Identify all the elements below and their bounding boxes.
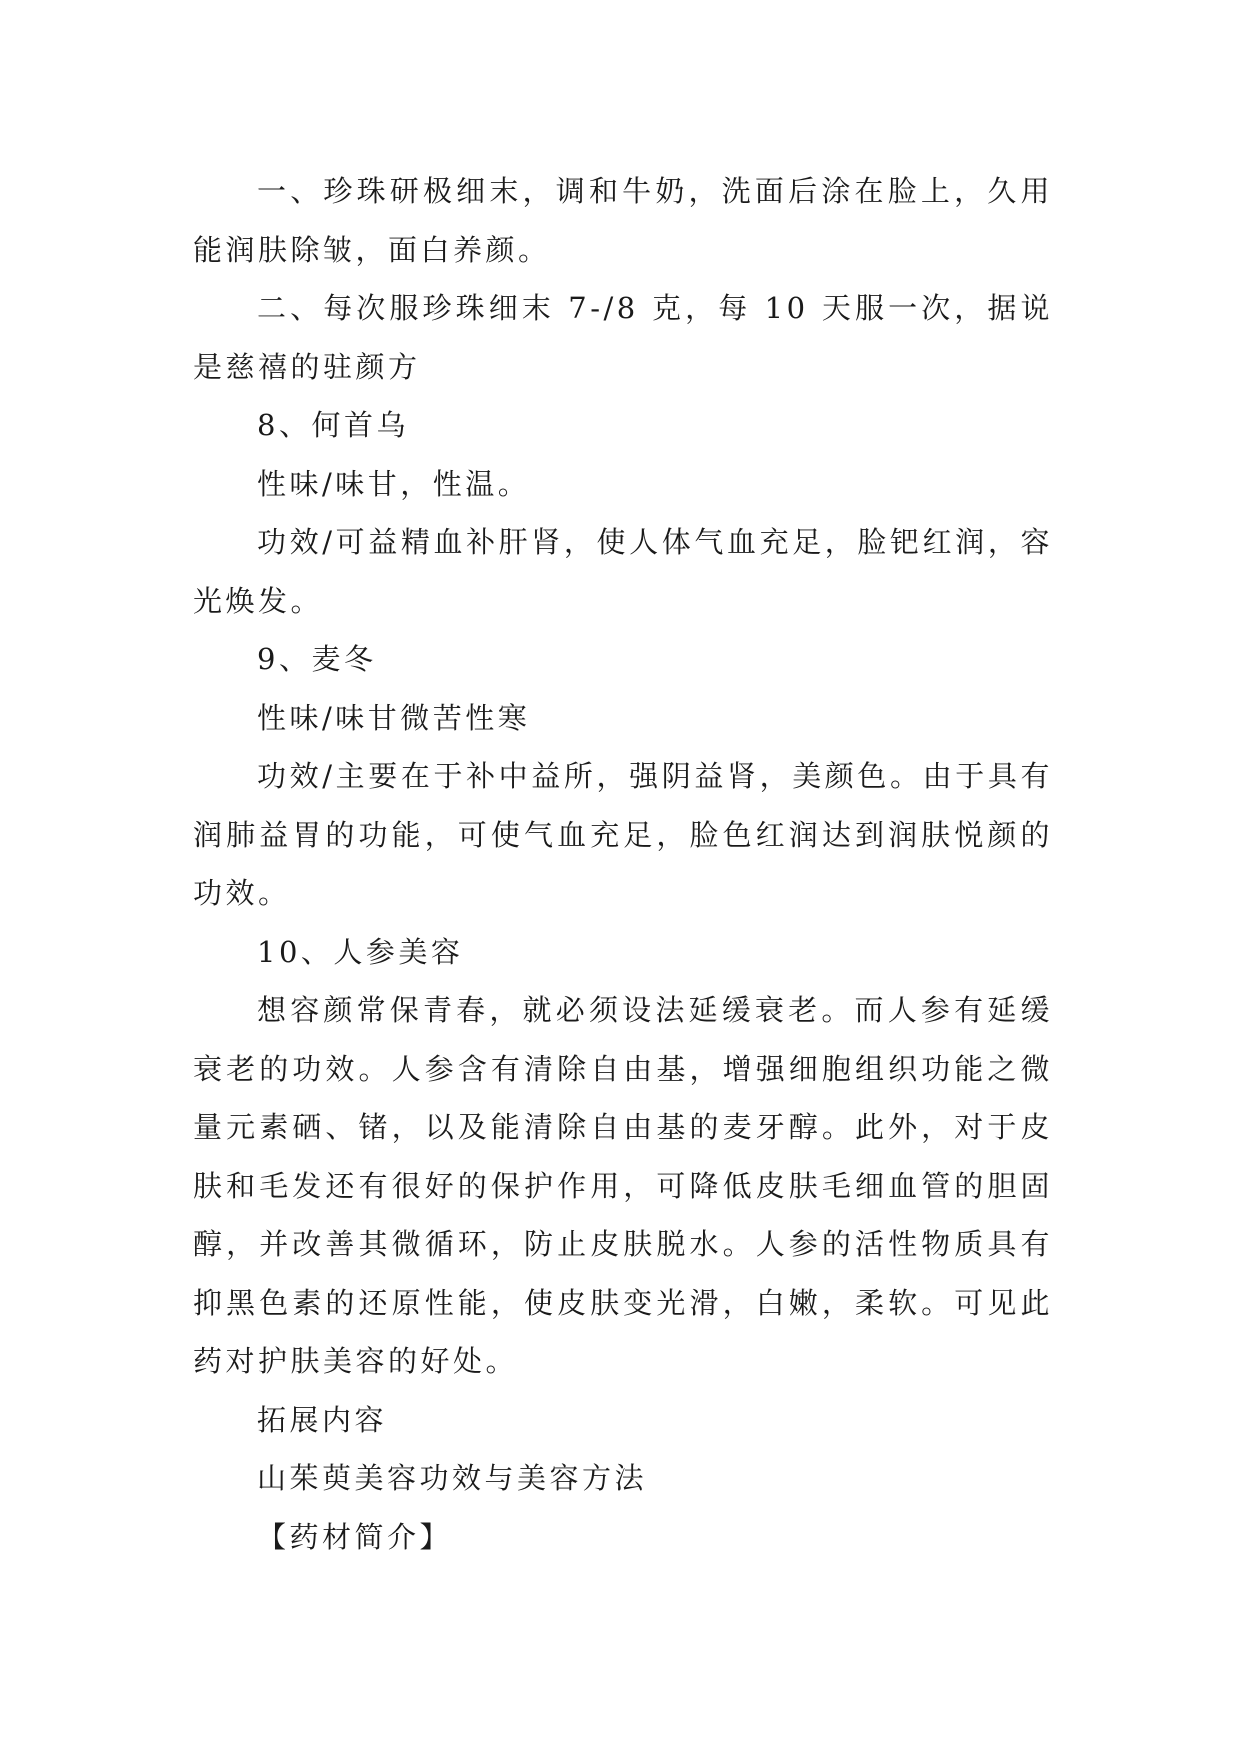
paragraph-mai-dong-nature: 性味/味甘微苦性寒: [257, 700, 531, 735]
paragraph-ginseng-effect: 想容颜常保青春，就必须设法延缓衰老。而人参有延缓衰老的功效。人参含有清除自由基，增强细胞组织功能之微量元素硒、锗，以及能清除自由基的麦牙醇。此外，对于皮肤和毛发还有很好的保护作用，可降低皮肤毛细血管的胆固醇，并改善其微循环，防止皮肤脱水。人参的活性物质具有抑黑色素的还原性能，使皮肤变光滑，白嫩，柔软。可见此药对护肤美容的好处。: [193, 993, 1053, 1378]
paragraph-pearl-method-2: 二、每次服珍珠细末 7-/8 克，每 10 天服一次，据说是慈禧的驻颜方: [193, 291, 1053, 384]
heading-extended-content: 拓展内容: [257, 1402, 388, 1437]
paragraph-mai-dong-effect: 功效/主要在于补中益所，强阴益肾，美颜色。由于具有润肺益胃的功能，可使气血充足，脸色红润达到润肤悦颜的功效。: [193, 759, 1053, 910]
heading-herb-intro: 【药材简介】: [257, 1519, 453, 1554]
paragraph-he-shou-wu-nature: 性味/味甘，性温。: [257, 466, 531, 501]
heading-shan-zhu-yu: 山茱萸美容功效与美容方法: [257, 1461, 648, 1495]
heading-ginseng: 10、人参美容: [257, 934, 464, 969]
heading-mai-dong: 9、麦冬: [257, 642, 377, 676]
paragraph-pearl-method-1: 一、珍珠研极细末，调和牛奶，洗面后涂在脸上，久用能润肤除皱，面白养颜。: [193, 174, 1053, 267]
document-page: [193, 162, 1053, 1566]
paragraph-he-shou-wu-effect: 功效/可益精血补肝肾，使人体气血充足，脸钯红润，容光焕发。: [193, 525, 1053, 618]
heading-he-shou-wu: 8、何首乌: [257, 408, 409, 442]
